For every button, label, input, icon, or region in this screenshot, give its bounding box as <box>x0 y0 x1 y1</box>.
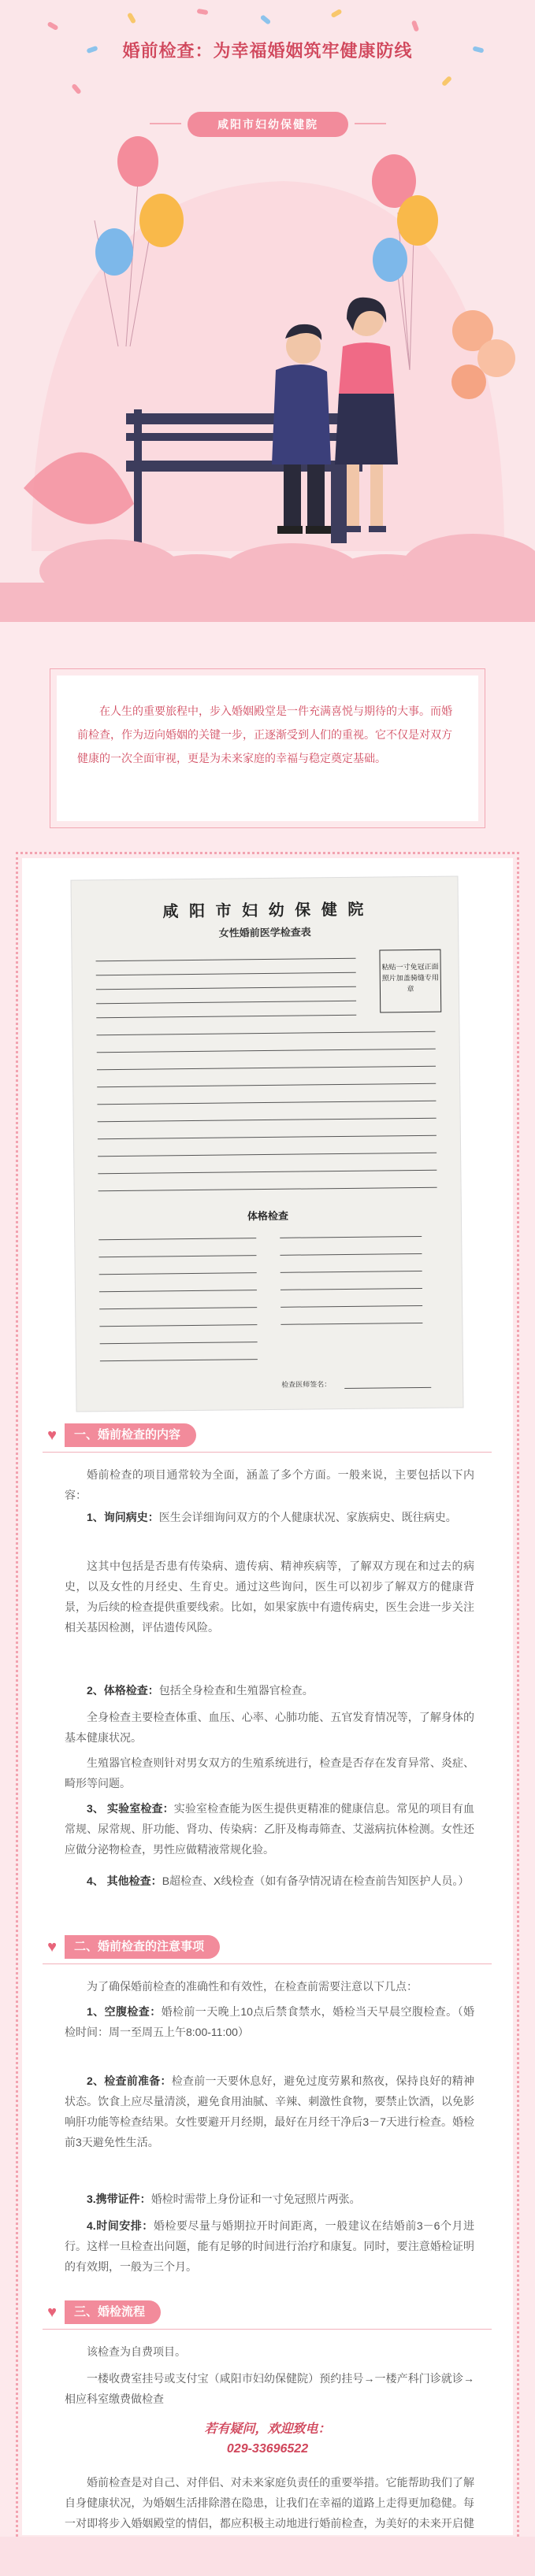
hero-subtitle: 咸阳市妇幼保健院 <box>188 112 348 137</box>
heart-icon: ♥ <box>47 1938 57 1956</box>
section1-item3 <box>65 1798 474 1860</box>
section3-p2: 一楼收费室挂号或支付宝（咸阳市妇幼保健院）预约挂号→一楼产科门诊就诊→相应科室缴费做检查 <box>65 2372 474 2405</box>
item-label: 3、 实验室检查： <box>87 1802 174 1815</box>
item-text: 实验室检查能为医生提供更精准的健康信息。常见的项目有血常规、尿常规、肝功能、肾功、传染病：乙肝及梅毒筛查、艾滋病抗体检测。女性还应做分泌物检查，男性应做精液常规化验。 <box>65 1802 474 1856</box>
section1-p2: 这其中包括是否患有传染病、遗传病、精神疾病等，了解双方现在和过去的病史，以及女性的月经史、生育史。通过这些询问，医生可以初步了解双方的健康背景，为后续的检查提供重要线索。比如，如果家族中有遗传病史，医生会进一步关注相关基因检测，评估遗传风险。 <box>65 1560 474 1634</box>
form-line <box>97 1066 436 1071</box>
section1-item2 <box>65 1680 474 1701</box>
form-line <box>98 1118 437 1123</box>
form-line <box>100 1359 258 1361</box>
form-line <box>99 1290 257 1292</box>
form-section-physical: 体格检查 <box>247 1209 289 1223</box>
form-line <box>280 1253 422 1256</box>
form-line <box>100 1342 258 1344</box>
section1-intro: 婚前检查的项目通常较为全面，涵盖了多个方面。一般来说，主要包括以下内容： <box>65 1468 474 1501</box>
form-line <box>96 972 356 975</box>
contact-title: 若有疑问，欢迎致电： <box>204 2422 331 2436</box>
bottom-decoration <box>0 2537 535 2576</box>
form-line <box>96 1001 356 1004</box>
form-line <box>97 1101 436 1105</box>
section2-intro: 为了确保婚前检查的准确性和有效性，在检查前需要注意以下几点： <box>87 1980 418 1993</box>
item-label: 2、检查前准备： <box>87 2074 172 2087</box>
form-line <box>344 1387 431 1389</box>
form-line <box>97 1083 436 1088</box>
form-title: 咸 阳 市 妇 幼 保 健 院 <box>162 901 367 921</box>
section2-title: 二、婚前检查的注意事项 <box>65 1935 220 1959</box>
photo-placeholder: 粘贴一寸免冠正面照片加盖骑缝专用章 <box>379 949 441 1013</box>
heart-icon: ♥ <box>47 2304 57 2321</box>
divider <box>43 1963 492 1964</box>
form-line <box>97 1031 436 1036</box>
item-text: 婚检要尽量与婚期拉开时间距离，一般建议在结婚前3－6个月进行。这样一旦检查出问题，能有足够的时间进行治疗和康复。同时，要注意婚检证明的有效期，一般为三个月。 <box>65 2219 474 2273</box>
form-line <box>98 1170 437 1175</box>
form-line <box>99 1307 257 1309</box>
form-subtitle: 女性婚前医学检查表 <box>218 926 311 939</box>
section3-title: 三、婚检流程 <box>65 2300 161 2324</box>
item-text: 婚检时需带上身份证和一寸免冠照片两张。 <box>150 2193 361 2205</box>
item-label: 1、空腹检查： <box>87 2005 162 2018</box>
section2-item2 <box>65 2071 474 2152</box>
form-line <box>97 1049 436 1053</box>
form-line <box>98 1153 437 1157</box>
section1-title: 一、婚前检查的内容 <box>65 1423 196 1447</box>
form-line <box>96 1015 356 1018</box>
item-label: 4.时间安排： <box>87 2219 154 2232</box>
heart-icon: ♥ <box>47 1427 57 1444</box>
section3-heading <box>43 2300 161 2324</box>
intro-text: 在人生的重要旅程中，步入婚姻殿堂是一件充满喜悦与期待的大事。而婚前检查，作为迈向婚姻的关键一步，正逐渐受到人们的重视。它不仅是对双方健康的一次全面审视，更是为未来家庭的幸福与稳定奠定基础。 <box>77 705 452 764</box>
item-text: 包括全身检查和生殖器官检查。 <box>158 1684 314 1697</box>
hero-title: 婚前检查：为幸福婚姻筑牢健康防线 <box>122 41 413 61</box>
section1-p3: 全身检查主要检查体重、血压、心率、心肺功能、五官发育情况等，了解身体的基本健康状况。 <box>65 1711 474 1744</box>
exam-form-photo <box>71 876 463 1411</box>
clouds <box>0 534 535 622</box>
content-card <box>22 858 513 2535</box>
item-label: 4、 其他检查： <box>87 1875 162 1887</box>
item-text: B超检查、X线检查（如有备孕情况请在检查前告知医护人员。） <box>162 1875 470 1887</box>
form-line <box>98 1255 256 1257</box>
form-line <box>99 1324 257 1327</box>
section2-item3 <box>65 2189 474 2209</box>
intro-box <box>57 675 478 821</box>
section1-item4 <box>65 1871 474 1891</box>
section1-heading <box>43 1423 196 1447</box>
couple-illustration <box>0 0 535 622</box>
section3-p1: 该检查为自费项目。 <box>87 2345 186 2358</box>
item-label: 1、询问病史： <box>87 1511 159 1523</box>
item-text: 检查前一天要休息好，避免过度劳累和熬夜，保持良好的精神状态。饮食上应尽量清淡，避免食用油腻、辛辣、刺激性食物，要禁止饮酒，以免影响肝功能等检查结果。女性要避开月经期，最好在月经干净后3－7天进行检查。婚检前3天避免性生活。 <box>65 2074 474 2149</box>
section1-p4: 生殖器官检查则针对男女双方的生殖系统进行，检查是否存在发育异常、炎症、畸形等问题。 <box>65 1756 474 1790</box>
form-line <box>281 1288 422 1290</box>
section2-heading <box>43 1935 220 1959</box>
section2-item4 <box>65 2215 474 2277</box>
item-label: 3.携带证件： <box>87 2193 151 2205</box>
form-line <box>281 1271 422 1273</box>
contact-phone[interactable]: 029-33696522 <box>226 2442 309 2456</box>
form-line <box>98 1238 256 1240</box>
form-signature-label: 检查医师签名： <box>281 1380 332 1389</box>
divider <box>43 1452 492 1453</box>
form-line <box>281 1305 422 1308</box>
section3-p3: 婚前检查是对自己、对伴侣、对未来家庭负责任的重要举措。它能帮助我们了解自身健康状况，为婚姻生活排除潜在隐患，让我们在幸福的道路上走得更加稳健。每一对即将步入婚姻殿堂的情侣，都应积极主动地进行婚前检查，为美好的未来开启健 <box>65 2476 474 2530</box>
section2-item1 <box>65 2001 474 2042</box>
form-line <box>96 958 356 961</box>
form-line <box>98 1135 437 1140</box>
hero-banner <box>0 0 535 622</box>
item-label: 2、体格检查： <box>87 1684 159 1697</box>
form-line <box>99 1272 257 1275</box>
section1-item1 <box>65 1507 474 1527</box>
item-text: 婚检前一天晚上10点后禁食禁水，婚检当天早晨空腹检查。（婚检时间：周一至周五上午8:00-11:00） <box>65 2005 474 2038</box>
form-line <box>96 986 356 990</box>
form-line <box>98 1187 437 1192</box>
form-line <box>281 1323 422 1325</box>
divider <box>43 2329 492 2330</box>
form-line <box>280 1236 422 1238</box>
item-text: 医生会详细询问双方的个人健康状况、家族病史、既往病史。 <box>158 1511 457 1523</box>
